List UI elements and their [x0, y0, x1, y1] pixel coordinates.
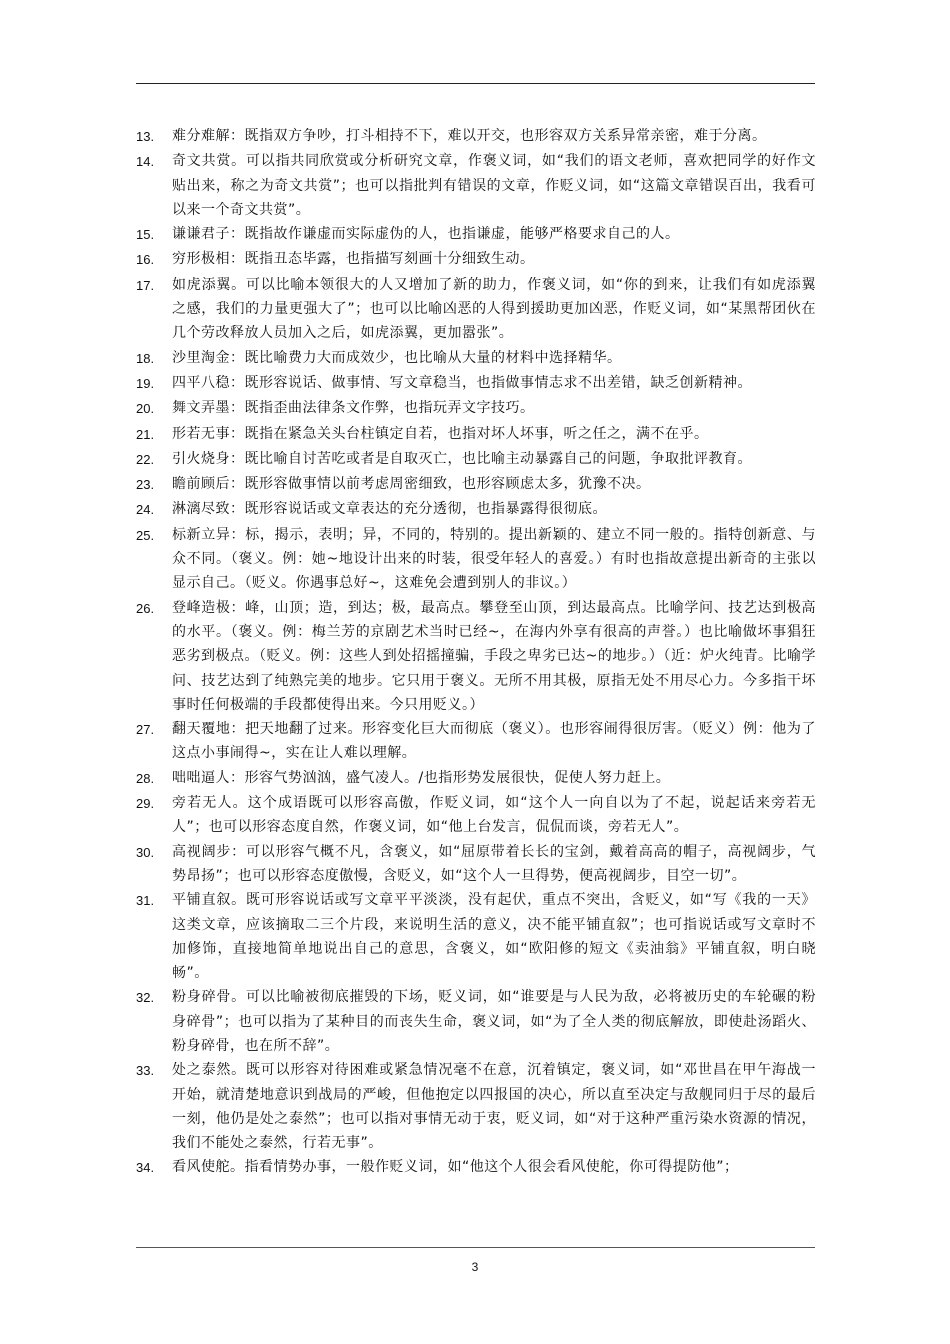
list-item	[136, 596, 816, 717]
list-item	[136, 422, 816, 447]
item-text: 瞻前顾后：既形容做事情以前考虑周密细致，也形容顾虑太多，犹豫不决。	[172, 476, 651, 493]
idiom-list	[136, 124, 816, 1181]
item-number: 28.	[136, 770, 155, 786]
item-text: 处之泰然。既可以形容对待困难或紧急情况毫不在意，沉着镇定，褒义词，如“邓世昌在甲午海战一开始，就清楚地意识到战局的严峻，但他抱定以四报国的决心，所以直至决定与敌舰同归于尽的最后一刻，他仍是处之泰然”；也可以指对事情无动于衷，贬义词，如“对于这种严重污染水资源的情况，我们不能处之泰然，行若无事”。	[172, 1062, 816, 1152]
item-number: 30.	[136, 844, 155, 860]
item-number: 25.	[136, 527, 155, 543]
item-text: 难分难解：既指双方争吵，打斗相持不下，难以开交，也形容双方关系异常亲密，难于分离。	[172, 128, 767, 144]
item-number: 29.	[136, 796, 155, 812]
item-text: 标新立异：标，揭示，表明；异，不同的，特别的。提出新颖的、建立不同一般的。指特创新意、与众不同。（褒义。例：她~地设计出来的时装，很受年轻人的喜爱。）有时也指故意提出新奇的主张以显示自己。（贬义。你遇事总好~，这难免会遭到别人的非议。）	[172, 526, 816, 592]
item-number: 13.	[136, 129, 155, 144]
list-item	[136, 124, 816, 149]
item-text: 形若无事：既指在紧急关头台柱镇定自若，也指对坏人坏事，听之任之，满不在乎。	[172, 425, 709, 442]
item-number: 18.	[136, 350, 155, 366]
item-number: 27.	[136, 722, 155, 738]
item-text: 舞文弄墨：既指歪曲法律条文作弊，也指玩弄文字技巧。	[172, 400, 535, 417]
page-number: 3	[471, 1260, 479, 1274]
list-item	[136, 523, 816, 596]
item-number: 17.	[136, 277, 155, 293]
item-text: 引火烧身：既比喻自讨苦吃或者是自取灭亡，也比喻主动暴露自己的问题，争取批评教育。	[172, 450, 752, 467]
item-text: 奇文共赏。可以指共同欣赏或分析研究文章，作褒义词，如“我们的语文老师，喜欢把同学的好作文贴出来，称之为奇文共赏”；也可以指批判有错误的文章，作贬义词，如“这篇文章错误百出，我看可以来一个奇文共赏”。	[172, 153, 816, 218]
item-number: 19.	[136, 375, 155, 391]
item-number: 20.	[136, 401, 155, 417]
item-number: 23.	[136, 477, 155, 493]
list-item	[136, 766, 816, 791]
item-text: 翻天覆地：把天地翻了过来。形容变化巨大而彻底（褒义）。也形容闹得很厉害。（贬义）例：他为了这点小事闹得~，实在让人难以理解。	[172, 721, 816, 762]
list-item	[136, 1058, 816, 1155]
item-number: 14.	[136, 154, 155, 170]
list-item	[136, 497, 816, 522]
list-item	[136, 1155, 816, 1180]
list-item	[136, 472, 816, 497]
item-text: 沙里淘金：既比喻费力大而成效少，也比喻从大量的材料中选择精华。	[172, 349, 622, 366]
list-item	[136, 888, 816, 985]
item-text: 淋漓尽致：既形容说话或文章表达的充分透彻，也指暴露得很彻底。	[172, 501, 607, 518]
item-number: 26.	[136, 600, 155, 616]
item-number: 21.	[136, 426, 155, 442]
list-item	[136, 985, 816, 1058]
item-number: 16.	[136, 252, 155, 268]
item-text: 如虎添翼。可以比喻本领很大的人又增加了新的助力，作褒义词，如“你的到来，让我们有如虎添翼之感，我们的力量更强大了”；也可以比喻凶恶的人得到援助更加凶恶，作贬义词，如“某黑帮团伙在几个劳改释放人员加入之后，如虎添翼，更加嚣张”。	[172, 276, 816, 342]
header-rule	[136, 83, 815, 84]
list-item	[136, 346, 816, 371]
list-item	[136, 447, 816, 472]
item-text: 穷形极相：既指丑态毕露，也指描写刻画十分细致生动。	[172, 251, 535, 268]
list-item	[136, 396, 816, 421]
item-text: 粉身碎骨。可以比喻被彻底摧毁的下场，贬义词，如“谁要是与人民为敌，必将被历史的车轮碾的粉身碎骨”；也可以指为了某种目的而丧失生命，褒义词，如“为了全人类的彻底解放，即使赴汤蹈火、粉身碎骨，也在所不辞”。	[172, 989, 816, 1054]
item-number: 31.	[136, 893, 155, 909]
item-number: 33.	[136, 1063, 155, 1079]
item-text: 咄咄逼人：形容气势汹汹，盛气凌人。/也指形势发展很快，促使人努力赶上。	[172, 769, 671, 786]
list-item	[136, 247, 816, 272]
list-item	[136, 149, 816, 222]
list-item	[136, 273, 816, 346]
list-item	[136, 717, 816, 766]
item-text: 谦谦君子：既指故作谦虚而实际虚伪的人，也指谦虚，能够严格要求自己的人。	[172, 226, 680, 243]
item-number: 34.	[136, 1160, 155, 1176]
item-text: 看风使舵。指看情势办事，一般作贬义词，如“他这个人很会看风使舵，你可得提防他”；	[172, 1159, 739, 1176]
item-number: 24.	[136, 502, 155, 518]
item-text: 旁若无人。这个成语既可以形容高傲，作贬义词，如“这个人一向自以为了不起，说起话来旁若无人”；也可以形容态度自然，作褒义词，如“他上台发言，侃侃而谈，旁若无人”。	[172, 795, 816, 836]
item-number: 32.	[136, 990, 155, 1006]
footer-rule	[136, 1247, 815, 1248]
item-text: 高视阔步：可以形容气概不凡，含褒义，如“屈原带着长长的宝剑，戴着高高的帽子，高视阔步，气势昂扬”；也可以形容态度傲慢，含贬义，如“这个人一旦得势，便高视阔步，目空一切”。	[172, 843, 816, 884]
item-number: 22.	[136, 451, 155, 467]
item-text: 平铺直叙。既可形容说话或写文章平平淡淡，没有起伏，重点不突出，含贬义，如“写《我的一天》这类文章，应该摘取二三个片段，来说明生活的意义，决不能平铺直叙”；也可指说话或写文章时不加修饰，直接地简单地说出自己的意思，含褒义，如“欧阳修的短文《卖油翁》平铺直叙，明白晓畅”。	[172, 892, 816, 982]
list-item	[136, 791, 816, 840]
item-text: 四平八稳：既形容说话、做事情、写文章稳当，也指做事情志求不出差错，缺乏创新精神。	[172, 374, 752, 391]
list-item	[136, 371, 816, 396]
item-number: 15.	[136, 227, 155, 243]
list-item	[136, 222, 816, 247]
list-item	[136, 840, 816, 889]
item-text: 登峰造极：峰，山顶；造，到达；极，最高点。攀登至山顶，到达最高点。比喻学问、技艺达到极高的水平。（褒义。例：梅兰芳的京剧艺术当时已经~，在海内外享有很高的声誉。）也比喻做坏事猖狂恶劣到极点。（贬义。例：这些人到处招摇撞骗，手段之卑劣已达~的地步。）（近：炉火纯青。比喻学问、技艺达到了纯熟完美的地步。它只用于褒义。无所不用其极，原指无处不用尽心力。今多指干坏事时任何极端的手段都使得出来。今只用贬义。）	[172, 599, 816, 713]
